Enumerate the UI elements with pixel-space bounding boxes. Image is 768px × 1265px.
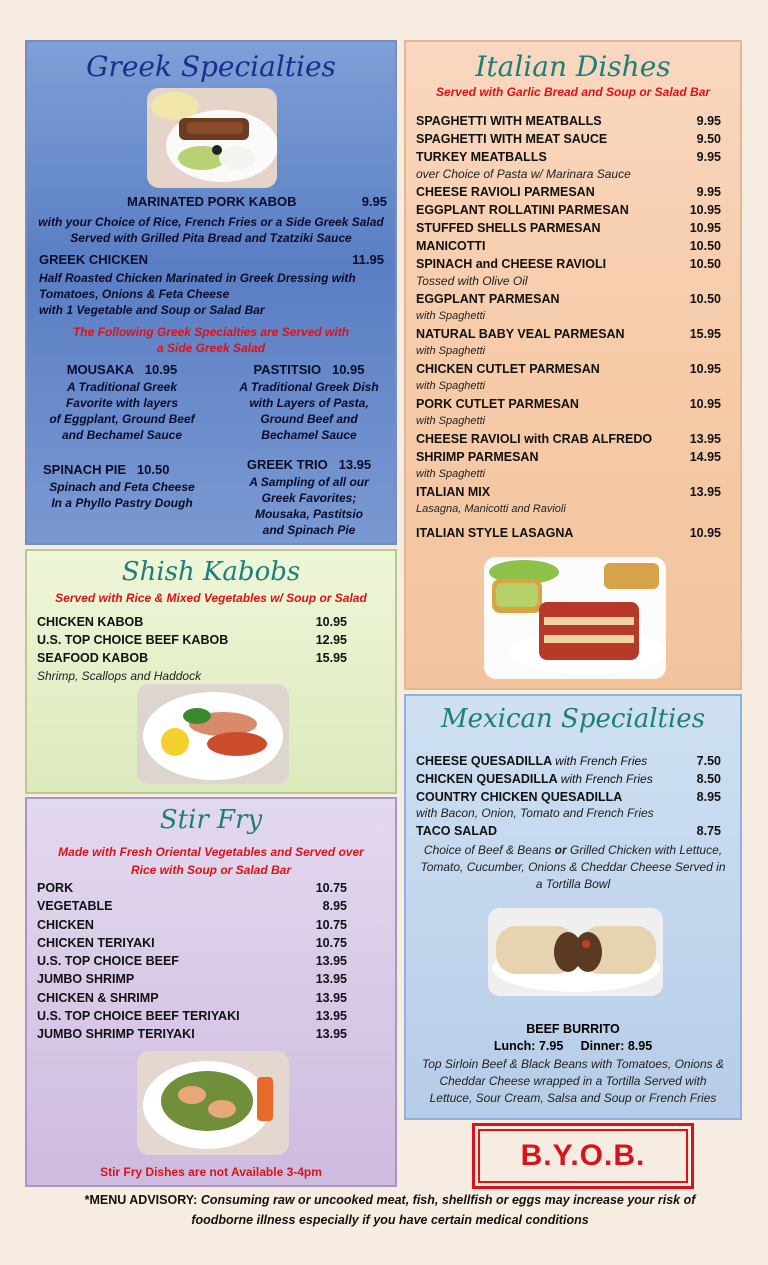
greek-title: Greek Specialties [86,50,336,83]
kabob-photo [137,684,289,784]
greek-trio-item: GREEK TRIO 13.95 A Sampling of all our Greek Favorites; Mousaka, Pastitsio and Spinach Pie [246,457,372,537]
advisory-label: *MENU ADVISORY: [84,1193,198,1207]
menu-item: SEAFOOD KABOB 15.95 [37,651,347,665]
pork-kabob-row: MARINATED PORK KABOB 9.95 [127,194,387,209]
pork-kabob-desc-2: Served with Grilled Pita Bread and Tzatziki Sauce [70,231,352,245]
shish-subtitle: Served with Rice & Mixed Vegetables w/ Soup or Salad [55,591,367,605]
menu-item: U.S. TOP CHOICE BEEF KABOB 12.95 [37,633,347,647]
menu-item: EGGPLANT ROLLATINI PARMESAN 10.95 [416,203,721,217]
menu-item: SPAGHETTI WITH MEATBALLS 9.95 [416,114,721,128]
shish-title: Shish Kabobs [121,557,301,587]
italian-dishes-panel [404,40,742,690]
advisory-text-2: foodborne illness especially if you have certain medical conditions [191,1213,589,1227]
menu-item-note: Lasagna, Manicotti and Ravioli [416,503,566,515]
menu-item: TURKEY MEATBALLS 9.95 [416,150,721,164]
menu-item: MANICOTTI 10.50 [416,239,721,253]
menu-item: CHICKEN & SHRIMP 13.95 [37,990,347,1005]
menu-item: PORK CUTLET PARMESAN 10.95 [416,397,721,411]
menu-item-note: Tossed with Olive Oil [416,274,528,288]
menu-item: SPINACH and CHEESE RAVIOLI 10.50 [416,257,721,271]
menu-item: SHRIMP PARMESAN 14.95 [416,450,721,464]
burrito-photo [488,908,663,996]
greek-kabob-photo [147,88,277,188]
menu-item: CHEESE RAVIOLI PARMESAN 9.95 [416,185,721,199]
menu-item: EGGPLANT PARMESAN 10.50 [416,292,721,306]
spinach-pie-item: SPINACH PIE 10.50 Spinach and Feta Cheese In a Phyllo Pastry Dough [43,462,195,510]
menu-item-note: with Spaghetti [416,345,486,357]
menu-item: NATURAL BABY VEAL PARMESAN 15.95 [416,327,721,341]
taco-salad-row: TACO SALAD 8.75 [416,824,721,838]
shish-kabobs-panel [25,549,397,794]
pork-kabob-desc-1: with your Choice of Rice, French Fries or a Side Greek Salad [38,215,384,229]
burrito-prices: Lunch: 7.95 Dinner: 8.95 [493,1039,653,1053]
stir-title: Stir Fry [159,805,263,835]
menu-item-note: with Spaghetti [416,310,486,322]
seafood-note: Shrimp, Scallops and Haddock [37,669,202,683]
menu-item: SPAGHETTI WITH MEAT SAUCE 9.50 [416,132,721,146]
stir-subtitle-1: Made with Fresh Oriental Vegetables and Served over [58,845,364,859]
beef-burrito-item: BEEF BURRITO Lunch: 7.95 Dinner: 8.95 Top Sirloin Beef & Black Beans with Tomatoes, Onions & Cheddar Cheese wrapped in a Tortilla Served with Lettuce, Sour Cream, Salsa and Soup or French Fries [406,1022,740,1107]
mexican-title: Mexican Specialties [440,704,706,734]
menu-item-note: with Spaghetti [416,380,486,392]
greek-chicken-desc-1: Half Roasted Chicken Marinated in Greek Dressing with [39,271,356,285]
menu-item-note: over Choice of Pasta w/ Marinara Sauce [416,167,631,181]
menu-item: CHEESE RAVIOLI with CRAB ALFREDO 13.95 [416,432,721,446]
shish-menu-list [37,613,347,667]
greek-chicken-desc-2: Tomatoes, Onions & Feta Cheese [39,287,230,301]
greek-chicken-row: GREEK CHICKEN 11.95 [39,252,384,267]
menu-item: PORK 10.75 [37,881,347,895]
mexican-menu-list [416,752,721,806]
italian-menu-list [416,112,721,542]
greek-salad-note-2: a Side Greek Salad [156,341,266,355]
menu-item: CHICKEN KABOB 10.95 [37,615,347,629]
menu-item: ITALIAN STYLE LASAGNA 10.95 [416,526,721,540]
menu-advisory [40,1190,740,1230]
greek-salad-note-1: The Following Greek Specialties are Served with [72,325,350,339]
stir-menu-list [37,879,347,1044]
byob-sign: B.Y.O.B. [472,1123,694,1189]
taco-salad-desc: Choice of Beef & Beans or Grilled Chicken with Lettuce, Tomato, Cucumber, Onions & Cheddar Cheese Served in a Tortilla Bowl [420,843,726,891]
stir-fry-photo [137,1051,289,1155]
stir-fry-panel [25,797,397,1187]
italian-subtitle: Served with Garlic Bread and Soup or Salad Bar [435,85,711,99]
menu-item-note: with Spaghetti [416,468,486,480]
menu-item: STUFFED SHELLS PARMESAN 10.95 [416,221,721,235]
greek-specialties-panel [25,40,397,545]
menu-item: JUMBO SHRIMP TERIYAKI 13.95 [37,1027,347,1042]
lasagna-photo [484,557,666,679]
mousaka-item: MOUSAKA 10.95 A Traditional Greek Favorite with layers of Eggplant, Ground Beef and Bechamel Sauce [49,362,195,442]
menu-item: U.S. TOP CHOICE BEEF TERIYAKI 13.95 [37,1009,347,1024]
menu-item: CHICKEN CUTLET PARMESAN 10.95 [416,362,721,376]
menu-item-note: with Spaghetti [416,415,486,427]
burrito-name: BEEF BURRITO [526,1022,620,1036]
stir-availability-note: Stir Fry Dishes are not Available 3-4pm [100,1165,322,1179]
advisory-text: Consuming raw or uncooked meat, fish, shellfish or eggs may increase your risk of [200,1193,696,1207]
pastitsio-item: PASTITSIO 10.95 A Traditional Greek Dish with Layers of Pasta, Ground Beef and Bechamel Sauce [239,362,379,442]
country-quesadilla-note: with Bacon, Onion, Tomato and French Fries [416,806,654,820]
menu-item: ITALIAN MIX 13.95 [416,485,721,499]
mexican-specialties-panel [404,694,742,1120]
menu-item: CHEESE QUESADILLA with French Fries 7.50 [416,754,721,768]
stir-subtitle-2: Rice with Soup or Salad Bar [130,863,292,877]
greek-chicken-desc-3: with 1 Vegetable and Soup or Salad Bar [39,303,265,317]
menu-item: CHICKEN QUESADILLA with French Fries 8.50 [416,772,721,786]
menu-item: COUNTRY CHICKEN QUESADILLA 8.95 [416,790,721,804]
menu-item: VEGETABLE 8.95 [37,899,347,914]
menu-item: U.S. TOP CHOICE BEEF 13.95 [37,954,347,969]
menu-item: JUMBO SHRIMP 13.95 [37,972,347,987]
menu-item: CHICKEN 10.75 [37,917,347,932]
italian-title: Italian Dishes [475,50,671,83]
menu-item: CHICKEN TERIYAKI 10.75 [37,935,347,950]
